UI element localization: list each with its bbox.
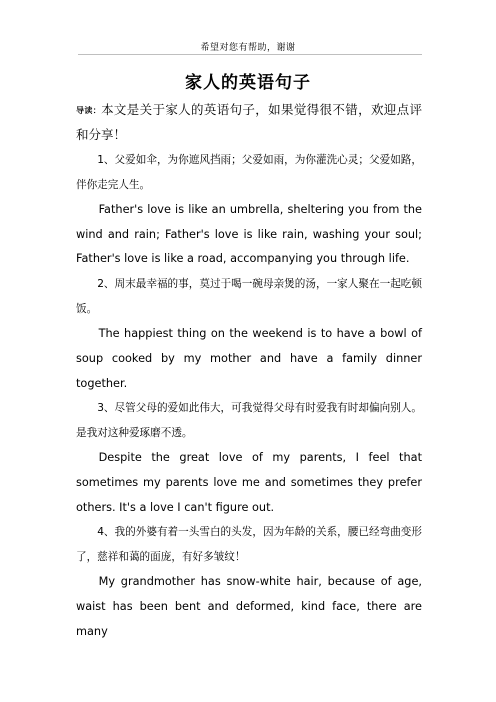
paragraph-zh-4: 4、我的外婆有着一头雪白的头发，因为年龄的关系，腰已经弯曲变形了，慈祥和蔼的面庞，有好多皱纹！ bbox=[76, 526, 422, 564]
document-body bbox=[76, 98, 422, 644]
header-divider bbox=[78, 54, 422, 55]
paragraph-zh-2: 2、周末最幸福的事，莫过于喝一碗母亲煲的汤，一家人聚在一起吃顿饭。 bbox=[76, 278, 422, 316]
document-title: 家人的英语句子 bbox=[185, 73, 311, 93]
paragraph-zh-3: 3、尽管父母的爱如此伟大，可我觉得父母有时爱我有时却偏向别人。是我对这种爱琢磨不透。 bbox=[76, 402, 422, 440]
paragraph-en-1: Father's love is like an umbrella, sheltering you from the wind and rain; Father's love is like rain, washing your soul; Father's love is like a road, accompanying you through life. bbox=[76, 203, 422, 266]
lead-text: 本文是关于家人的英语句子，如果觉得很不错，欢迎点评和分享！ bbox=[76, 102, 422, 142]
page-header: 希望对您有帮助，谢谢 bbox=[200, 43, 296, 53]
lead-label: 导读： bbox=[76, 106, 102, 115]
paragraph-en-3: Despite the great love of my parents, I feel that sometimes my parents love me and sometimes they prefer others. It's a love I can't figure out. bbox=[76, 451, 422, 514]
paragraph-zh-1: 1、父爱如伞，为你遮风挡雨；父爱如雨，为你灌洗心灵；父爱如路，伴你走完人生。 bbox=[76, 154, 422, 191]
paragraph-en-2: The happiest thing on the weekend is to have a bowl of soup cooked by my mother and have a family dinner together. bbox=[76, 327, 422, 390]
paragraph-en-4: My grandmother has snow-white hair, because of age, waist has been bent and deformed, kind face, there are many bbox=[76, 575, 422, 638]
lead-paragraph bbox=[76, 98, 422, 147]
